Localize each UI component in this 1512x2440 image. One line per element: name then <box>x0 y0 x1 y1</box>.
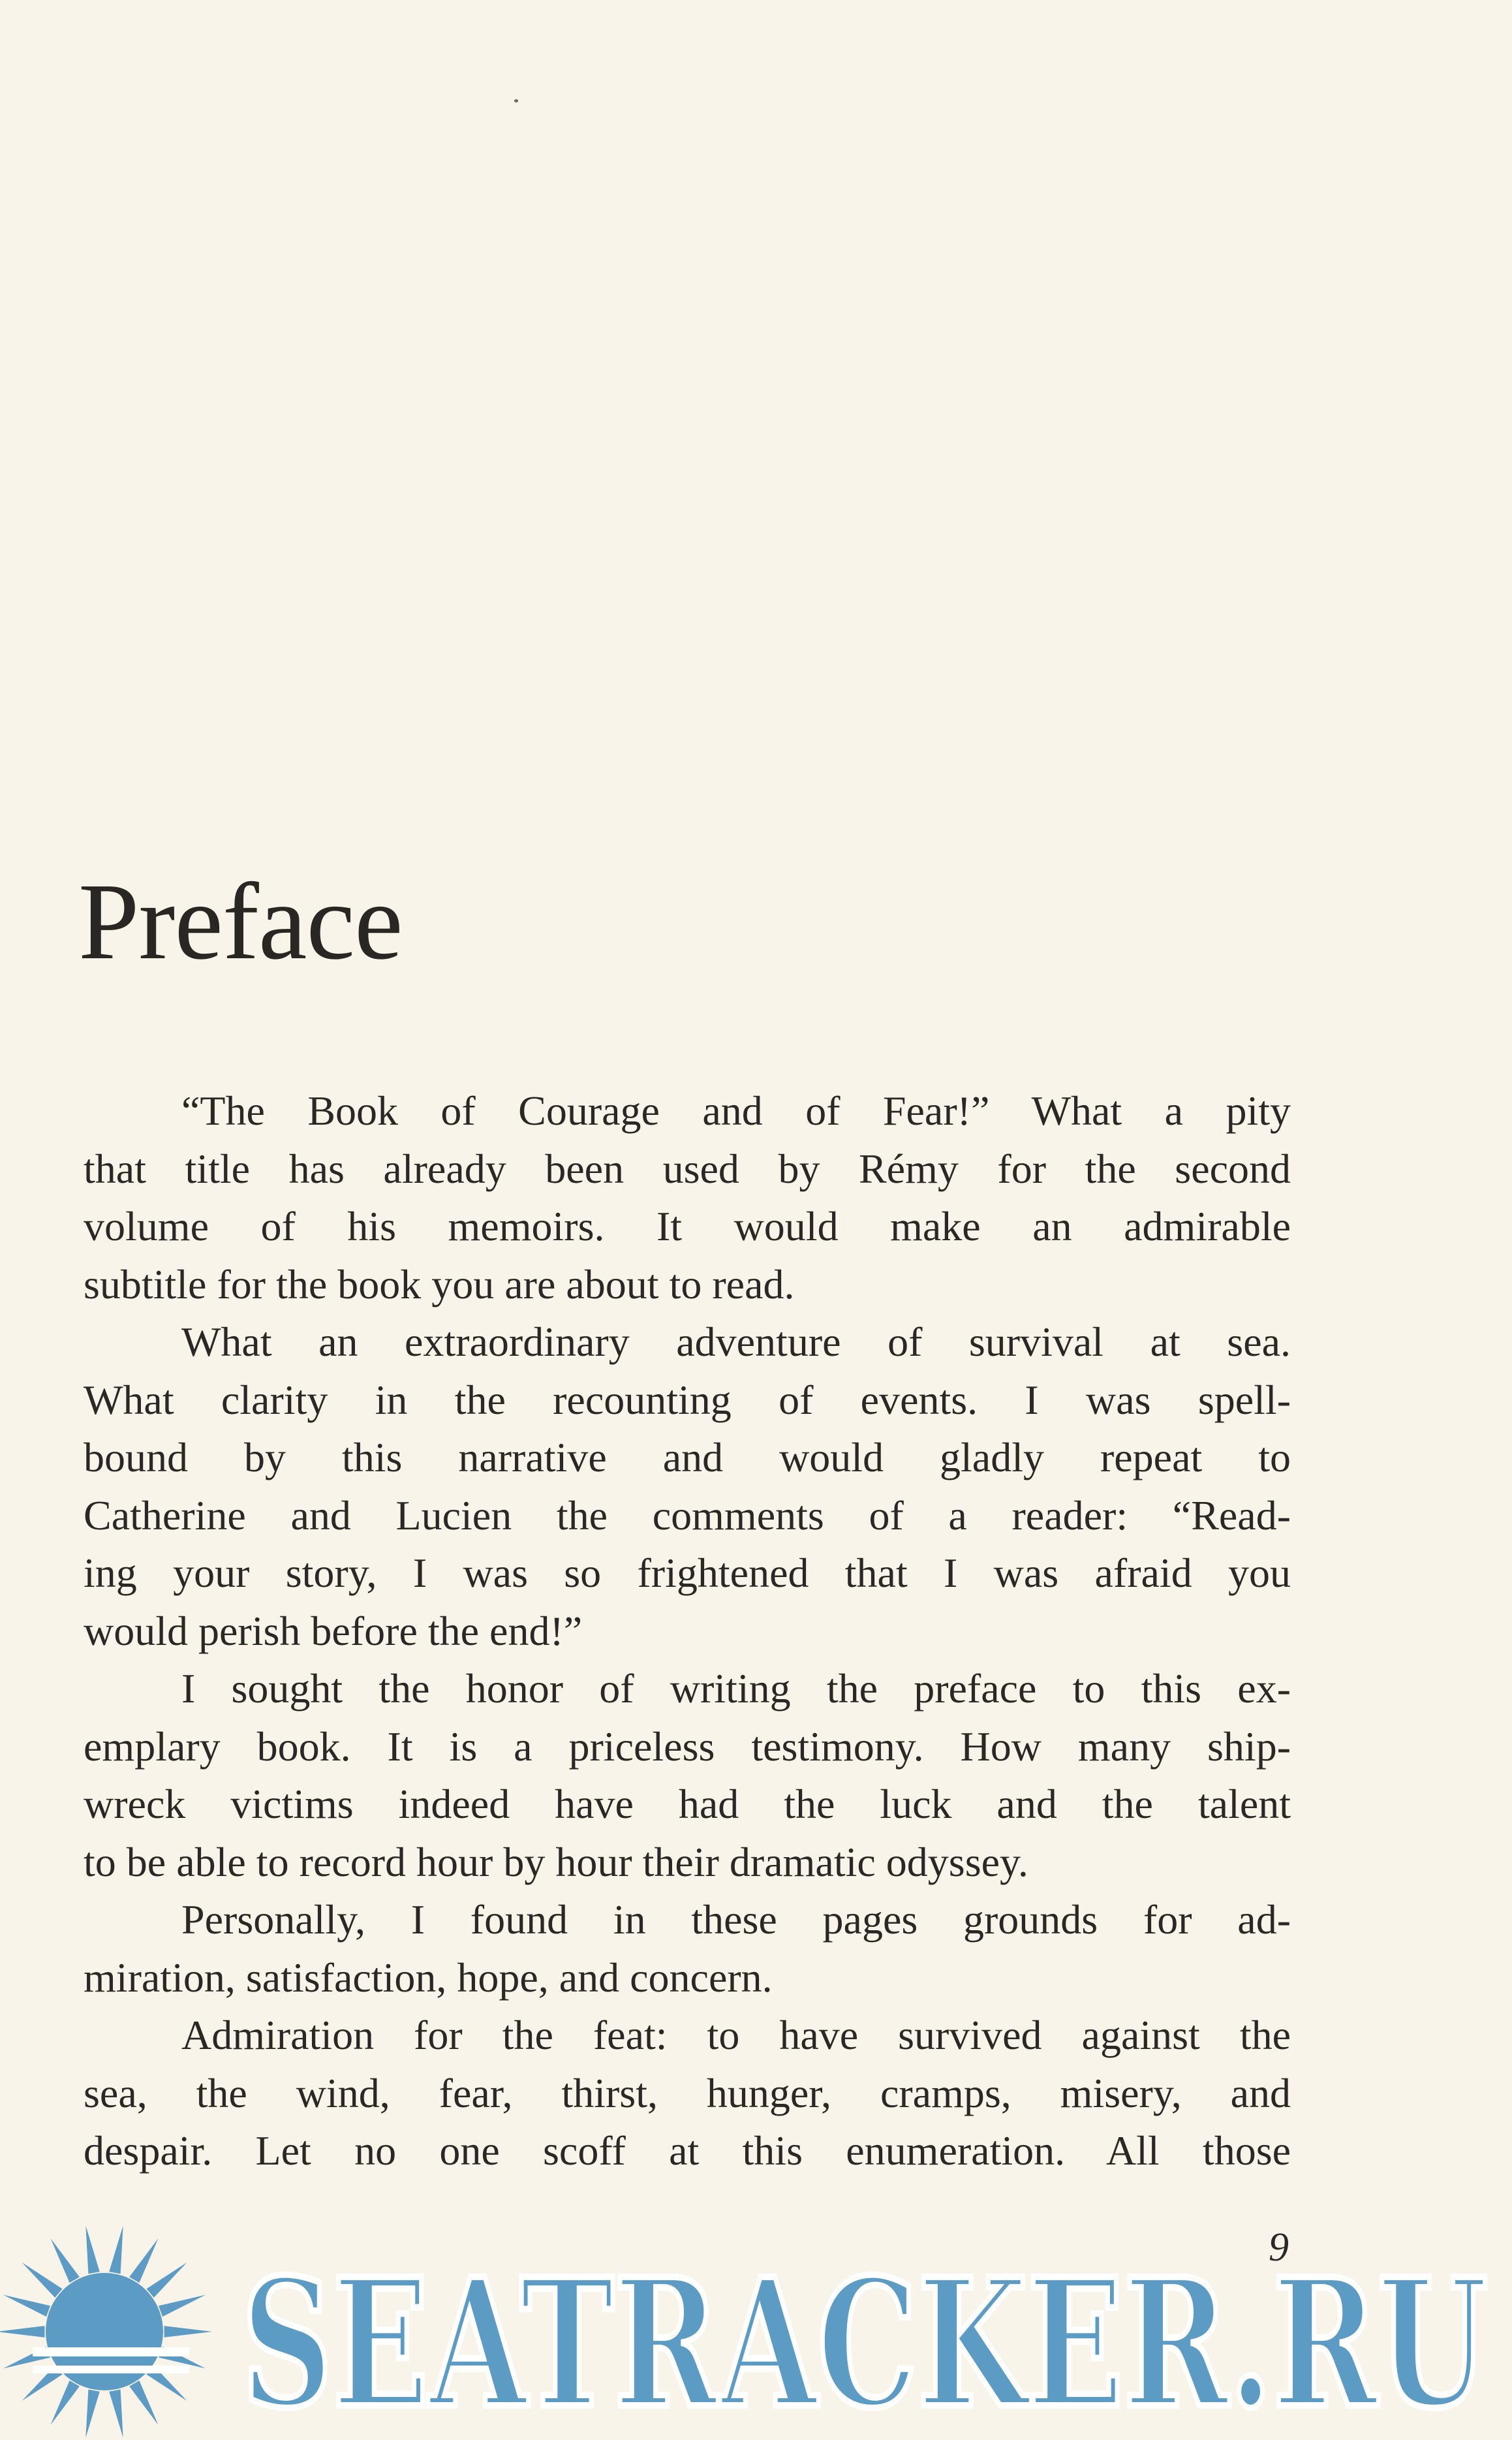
sun-ray <box>146 2262 187 2298</box>
sun-ray <box>51 2381 80 2425</box>
watermark-label: SEATRACKER.RU <box>241 2259 1488 2428</box>
text-line: What clarity in the recounting of events. I was spell- <box>84 1376 1291 1423</box>
text-line: bound by this narrative and would gladly repeat to <box>84 1434 1291 1480</box>
sun-over-sea-icon <box>0 2219 230 2440</box>
sun-ray <box>51 2238 80 2283</box>
paper-speck <box>514 99 518 102</box>
text-line: ing your story, I was so frightened that I was afraid you <box>84 1550 1291 1596</box>
sun-ray <box>109 2390 123 2438</box>
text-line: Catherine and Lucien the comments of a reader: “Read- <box>84 1492 1291 1539</box>
sun-ray <box>0 2326 44 2338</box>
text-line: wreck victims indeed have had the luck and the talent <box>84 1781 1291 1827</box>
sea-band-2 <box>33 2366 189 2373</box>
text-line: would perish before the end!” <box>84 1607 583 1654</box>
watermark-text <box>235 2259 1494 2428</box>
text-line: What an extraordinary adventure of survival at sea. <box>181 1319 1291 1365</box>
text-line: subtitle for the book you are about to read. <box>84 1260 795 1307</box>
sun-ray <box>129 2238 158 2283</box>
sea-band-1 <box>33 2347 189 2356</box>
sun-ray <box>22 2262 63 2298</box>
sun-ray <box>159 2295 206 2317</box>
preface-body-text <box>84 1082 1291 2180</box>
sun-ray <box>85 2390 99 2438</box>
text-line: “The Book of Courage and of Fear!” What a pity <box>181 1087 1291 1134</box>
text-line: volume of his memoirs. It would make an admirable <box>84 1203 1291 1249</box>
sun-ray <box>129 2381 158 2425</box>
text-line: I sought the honor of writing the preface to this ex- <box>181 1665 1291 1712</box>
sun-ray <box>85 2226 99 2274</box>
text-line: miration, satisfaction, hope, and concern. <box>84 1954 773 2001</box>
text-line: that title has already been used by Rémy for the second <box>84 1145 1291 1192</box>
text-line: Personally, I found in these pages grounds for ad- <box>181 1896 1291 1943</box>
sun-ray <box>3 2295 50 2317</box>
chapter-title: Preface <box>78 861 403 982</box>
text-line: despair. Let no one scoff at this enumeration. All those <box>84 2127 1291 2174</box>
page-number: 9 <box>1269 2225 1289 2270</box>
sun-ray <box>109 2226 123 2274</box>
sun-ray <box>164 2326 212 2338</box>
text-line: sea, the wind, fear, thirst, hunger, cramps, misery, and <box>84 2069 1291 2116</box>
text-line: emplary book. It is a priceless testimony. How many ship- <box>84 1723 1291 1770</box>
text-line: Admiration for the feat: to have survived against the <box>181 2012 1291 2058</box>
text-line: to be able to record hour by hour their dramatic odyssey. <box>84 1838 1028 1885</box>
